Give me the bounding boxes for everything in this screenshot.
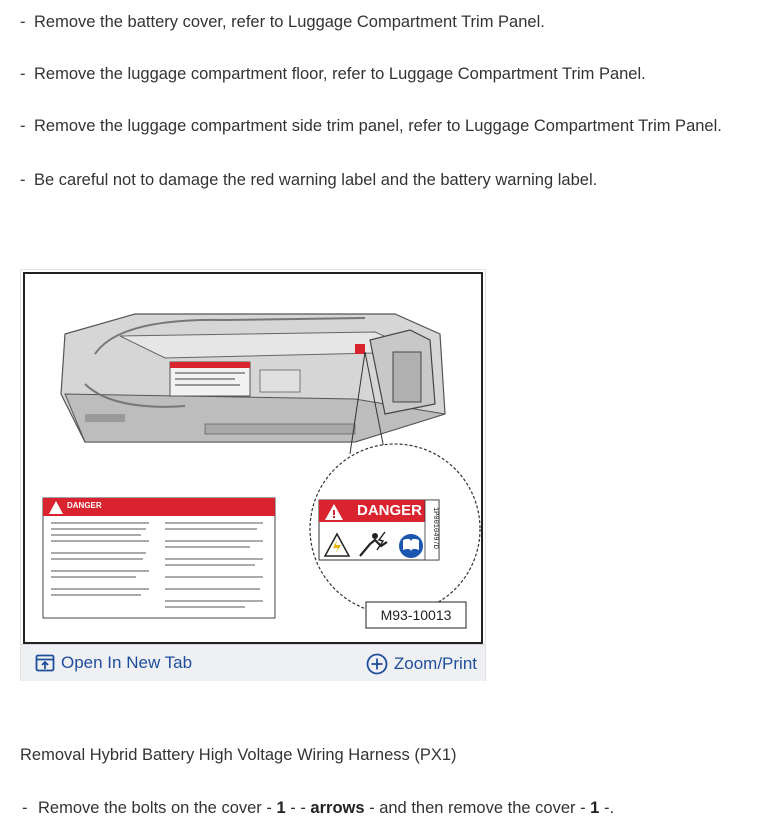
callout-1: 1	[276, 799, 286, 817]
step-text: Remove the luggage compartment side trim panel, refer to Luggage Compartment Trim Panel.	[34, 117, 722, 135]
step-remove-battery-cover: - Remove the battery cover, refer to Luggage Compartment Trim Panel.	[20, 13, 545, 31]
step-caution-labels: - Be careful not to damage the red warning label and the battery warning label.	[20, 171, 598, 189]
figure-code: M93-10013	[380, 607, 452, 623]
step-remove-luggage-floor: - Remove the luggage compartment floor, refer to Luggage Compartment Trim Panel.	[20, 65, 646, 83]
open-in-new-tab-label: Open In New Tab	[61, 653, 193, 672]
zoom-plus-icon	[366, 653, 388, 675]
battery-illustration	[25, 274, 481, 642]
label-side-code: 1P0010497D	[431, 506, 439, 549]
figure-image[interactable]	[23, 272, 483, 644]
zoom-print-link[interactable]	[366, 653, 477, 675]
big-label-title: DANGER	[357, 502, 423, 519]
small-label-title: DANGER	[67, 501, 102, 510]
figure-toolbar	[21, 644, 485, 681]
zoom-print-label: Zoom/Print	[393, 654, 477, 673]
step-text: Remove the battery cover, refer to Luggage Compartment Trim Panel.	[34, 13, 545, 31]
callout-1-cover: 1	[590, 799, 600, 817]
open-new-tab-icon	[35, 654, 55, 672]
step-remove-cover-bolts: - Remove the bolts on the cover - 1 - - arrows - and then remove the cover - 1 -.	[22, 799, 615, 817]
step-text: Be careful not to damage the red warning label and the battery warning label.	[34, 171, 598, 189]
step-remove-side-trim: - Remove the luggage compartment side trim panel, refer to Luggage Compartment Trim Panel.	[20, 117, 722, 135]
section-title: Removal Hybrid Battery High Voltage Wiring Harness (PX1)	[20, 746, 457, 764]
battery-figure	[21, 270, 485, 680]
step-text: Remove the luggage compartment floor, refer to Luggage Compartment Trim Panel.	[34, 65, 646, 83]
callout-arrows: arrows	[310, 799, 365, 817]
manual-book-icon	[399, 534, 423, 558]
open-in-new-tab-link[interactable]	[35, 653, 192, 673]
